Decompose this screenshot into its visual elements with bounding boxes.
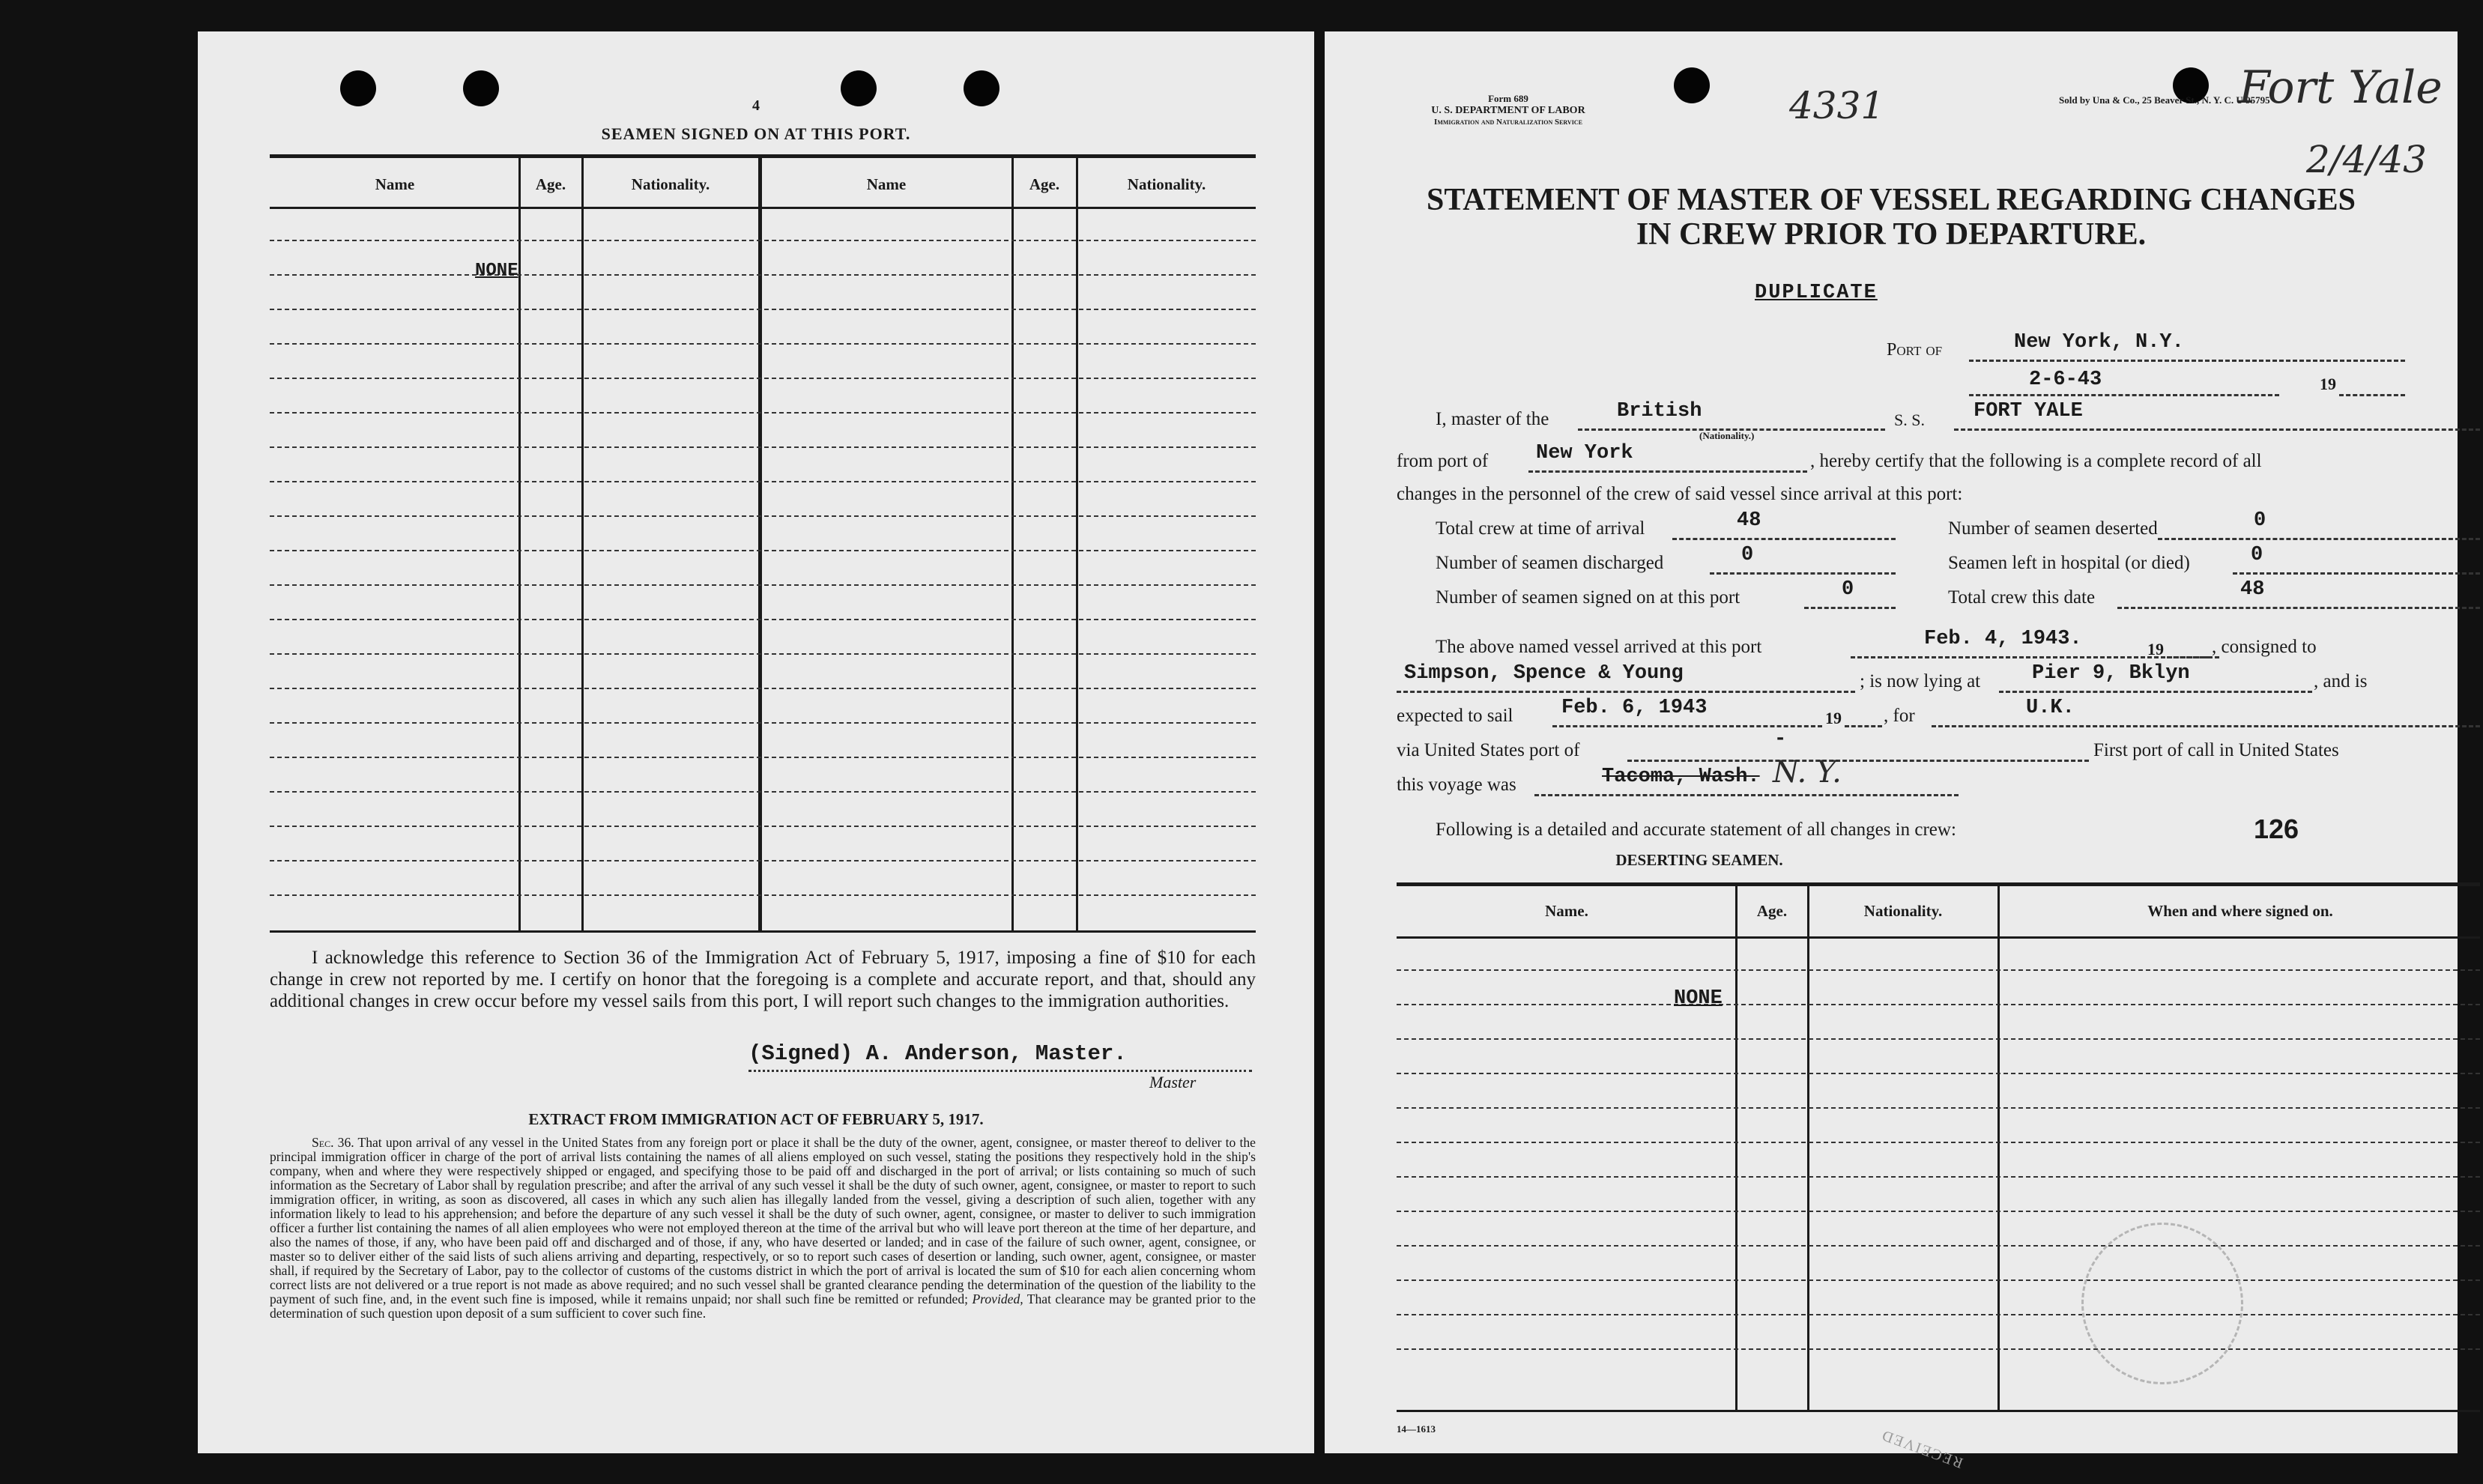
handwritten-date: 2/4/43 — [2306, 138, 2427, 181]
none-entry: NONE — [475, 261, 518, 281]
deserting-title: DESERTING SEAMEN. — [1615, 851, 1783, 869]
discharged-label: Number of seamen discharged — [1436, 553, 1664, 573]
service: Immigration and Naturalization Service — [1434, 118, 1582, 127]
header-when-where: When and where signed on. — [2147, 902, 2333, 920]
table-row-line — [1397, 1073, 2480, 1074]
voyage-value: Tacoma, Wash. — [1602, 766, 1760, 788]
header-name-2: Name — [866, 175, 907, 193]
left-page — [198, 31, 1314, 1453]
form-number: Form 689 — [1488, 93, 1528, 104]
certify-text: , hereby certify that the following is a complete record of all — [1810, 451, 2262, 471]
from-port-value: New York — [1536, 442, 1633, 464]
table-row-line — [270, 619, 1256, 620]
total-crew-date-value: 48 — [2240, 578, 2265, 601]
deserted-label: Number of seamen deserted — [1948, 518, 2158, 539]
for-value: U.K. — [2026, 697, 2075, 719]
signed-on-label: Number of seamen signed on at this port — [1436, 587, 1740, 608]
ship-name: FORT YALE — [1974, 400, 2083, 423]
header-nationality-2: Nationality. — [1127, 175, 1206, 193]
arrived-label: The above named vessel arrived at this port — [1436, 637, 1762, 657]
punch-hole — [1674, 67, 1710, 103]
header-age: Age. — [535, 175, 566, 193]
header-nationality: Nationality. — [631, 175, 710, 193]
duplicate-label: DUPLICATE — [1755, 282, 1878, 304]
table-row-line — [270, 446, 1256, 448]
form-code: 14—1613 — [1397, 1423, 1436, 1435]
total-crew-date-label: Total crew this date — [1948, 587, 2096, 608]
table-row-line — [270, 757, 1256, 758]
arrived-year-suffix: 19 — [2147, 640, 2164, 658]
total-crew-arrival-label: Total crew at time of arrival — [1436, 518, 1645, 539]
expected-year-suffix: 19 — [1825, 709, 1842, 727]
lying-label: ; is now lying at — [1860, 671, 1981, 691]
from-port-label: from port of — [1397, 451, 1489, 471]
hospital-label: Seamen left in hospital (or died) — [1948, 553, 2190, 573]
extract-title: EXTRACT FROM IMMIGRATION ACT OF FEBRUARY 5, 1917. — [528, 1110, 984, 1128]
table-row-line — [270, 412, 1256, 414]
ss-label: S. S. — [1894, 411, 1925, 429]
table-row-line — [270, 791, 1256, 793]
voyage-handwritten: N. Y. — [1773, 755, 1842, 790]
received-stamp — [2060, 1202, 2264, 1405]
year-suffix: 19 — [2320, 375, 2336, 393]
consignee-value: Simpson, Spence & Young — [1404, 662, 1684, 685]
discharged-value: 0 — [1741, 544, 1754, 566]
signed-on-value: 0 — [1842, 578, 1854, 601]
master-of-label: I, master of the — [1436, 409, 1549, 429]
hospital-value: 0 — [2251, 544, 2263, 566]
handwritten-number: 4331 — [1789, 84, 1885, 127]
section-36-text — [270, 1136, 1256, 1321]
via-value: - — [1774, 728, 1787, 751]
acknowledgement-text: I acknowledge this reference to Section 36 of the Immigration Act of February 5, 1917, imposing a fine of $10 for each change in crew not reported by me. I certify on honor that the foregoing is a complete and accurate report, and that, should any additional changes in crew occur before my vessel sails from this port, I will report such changes to the immigration authorities. — [270, 948, 1256, 1011]
right-page — [1325, 31, 2458, 1471]
first-port-label: First port of call in United States — [2093, 740, 2339, 760]
table-row-line — [270, 550, 1256, 551]
title-line-1: STATEMENT OF MASTER OF VESSEL REGARDING CHANGES — [1426, 183, 2356, 217]
total-crew-arrival-value: 48 — [1737, 509, 1761, 532]
page-number: 4 — [752, 97, 760, 114]
table-row-line — [1397, 1038, 2480, 1040]
lying-value: Pier 9, Bklyn — [2032, 662, 2190, 685]
table-row-line — [270, 481, 1256, 482]
for-label: , for — [1884, 706, 1915, 726]
table-row-line — [1397, 1314, 2480, 1315]
title-line-2: IN CREW PRIOR TO DEPARTURE. — [1636, 217, 2147, 252]
table-row-line — [1397, 1176, 2480, 1178]
signature-line: (Signed) A. Anderson, Master. — [748, 1041, 1127, 1066]
table-row-line — [270, 688, 1256, 689]
table-row-line — [1397, 1279, 2480, 1281]
section-italic: Provided, — [972, 1291, 1023, 1306]
table-row-line — [270, 722, 1256, 724]
table-row-line — [1397, 1348, 2480, 1350]
table-row-line — [270, 860, 1256, 861]
following-label: Following is a detailed and accurate statement of all changes in crew: — [1436, 820, 1956, 840]
and-is-text: , and is — [2314, 671, 2368, 691]
none-entry: NONE — [1674, 987, 1723, 1010]
section-label: Sec. 36. — [312, 1135, 354, 1150]
header-name: Name — [375, 175, 415, 193]
port-of-value: New York, N.Y. — [2014, 331, 2184, 354]
sold-by: Sold by Una & Co., 25 Beaver St., N. Y. C. U 95795 — [2059, 94, 2270, 106]
expected-value: Feb. 6, 1943 — [1561, 697, 1708, 719]
table-row-line — [270, 584, 1256, 586]
consigned-label: , consigned to — [2212, 637, 2317, 657]
header-nationality: Nationality. — [1863, 902, 1943, 920]
handwritten-ship: Fort Yale — [2239, 61, 2443, 114]
section-title: SEAMEN SIGNED ON AT THIS PORT. — [601, 124, 911, 143]
date-value: 2-6-43 — [2029, 369, 2102, 391]
port-of-label: Port of — [1887, 340, 1943, 360]
table-row-line — [270, 653, 1256, 655]
table-row-line — [270, 894, 1256, 896]
nationality-caption: (Nationality.) — [1699, 430, 1755, 441]
table-row-line — [270, 274, 1256, 276]
table-row-line — [1397, 1107, 2480, 1109]
table-row-line — [1397, 1245, 2480, 1247]
via-label: via United States port of — [1397, 740, 1580, 760]
expected-label: expected to sail — [1397, 706, 1513, 726]
arrived-value: Feb. 4, 1943. — [1924, 628, 2082, 650]
table-row-line — [270, 515, 1256, 517]
table-row-line — [270, 343, 1256, 345]
page-reference: 126 — [2254, 814, 2299, 844]
received-stamp-text: RECEIVED — [1878, 1426, 1966, 1471]
section-body: That upon arrival of any vessel in the United States from any foreign port or place it shall be the duty of the owner, agent, consignee, or master thereof to deliver to the principal immigration officer in charge of the port of arrival lists containing the names of all aliens employed on such vessel, stating the positions they respectively hold in the ship's company, when and where they were respectively shipped or engaged, and specifying those to be paid off and discharged in the port of arrival; or lists containing so much of such information as the Secretary of Labor shall by regulation prescribe; and after the arrival of any such vessel it shall be the duty of such owner, agent, consignee, or master to report to such immigration officer, in writing, as soon as discovered, all cases in which any such alien has illegally landed from the vessel, giving a description of such alien, together with any information likely to lead to his apprehension; and before the departure of any such vessel it shall be the duty of such owner, agent, consignee, or master to deliver to such immigration officer a further list containing the names of all alien employees who were not employed thereon at the time of the arrival but who will leave port thereon at the time of her departure, and also the names of those, if any, who have been paid off and discharged and of those, if any, who have deserted or landed; and in case of the failure of such owner, agent, consignee, or master so to deliver either of the said lists of such aliens arriving and departing, respectively, or so to report such cases of desertion or landing, such owner, agent, consignee, or master shall, if required by the Secretary of Labor, pay to the collector of customs of the customs district in which the port of arrival is located the sum of $10 for each alien concerning whom correct lists are not delivered or a true report is not made as above required; and no such vessel shall be granted clearance pending the determination of the question of the liability to the payment of such fine, and, in the event such fine is imposed, while it remains unpaid; nor shall such fine be remitted or refunded; — [270, 1135, 1256, 1306]
section-end: That clearance may be granted prior to the determination of such question upon deposit of a sum sufficient to cover such fine. — [270, 1291, 1256, 1321]
header-age-2: Age. — [1029, 175, 1060, 193]
table-row-line — [1397, 1004, 2480, 1005]
table-row-line — [270, 240, 1256, 241]
table-row-line — [270, 309, 1256, 310]
table-row-line — [1397, 969, 2480, 971]
table-row-line — [270, 378, 1256, 379]
deserted-value: 0 — [2254, 509, 2266, 532]
header-name: Name. — [1545, 902, 1588, 920]
table-row-line — [1397, 1211, 2480, 1212]
table-row-line — [270, 826, 1256, 827]
changes-text: changes in the personnel of the crew of said vessel since arrival at this port: — [1397, 484, 1963, 504]
department: U. S. DEPARTMENT OF LABOR — [1431, 105, 1585, 116]
nationality-value: British — [1617, 400, 1702, 423]
voyage-label: this voyage was — [1397, 775, 1516, 795]
table-row-line — [1397, 1142, 2480, 1143]
master-label: Master — [1149, 1073, 1197, 1091]
header-age: Age. — [1756, 902, 1788, 920]
